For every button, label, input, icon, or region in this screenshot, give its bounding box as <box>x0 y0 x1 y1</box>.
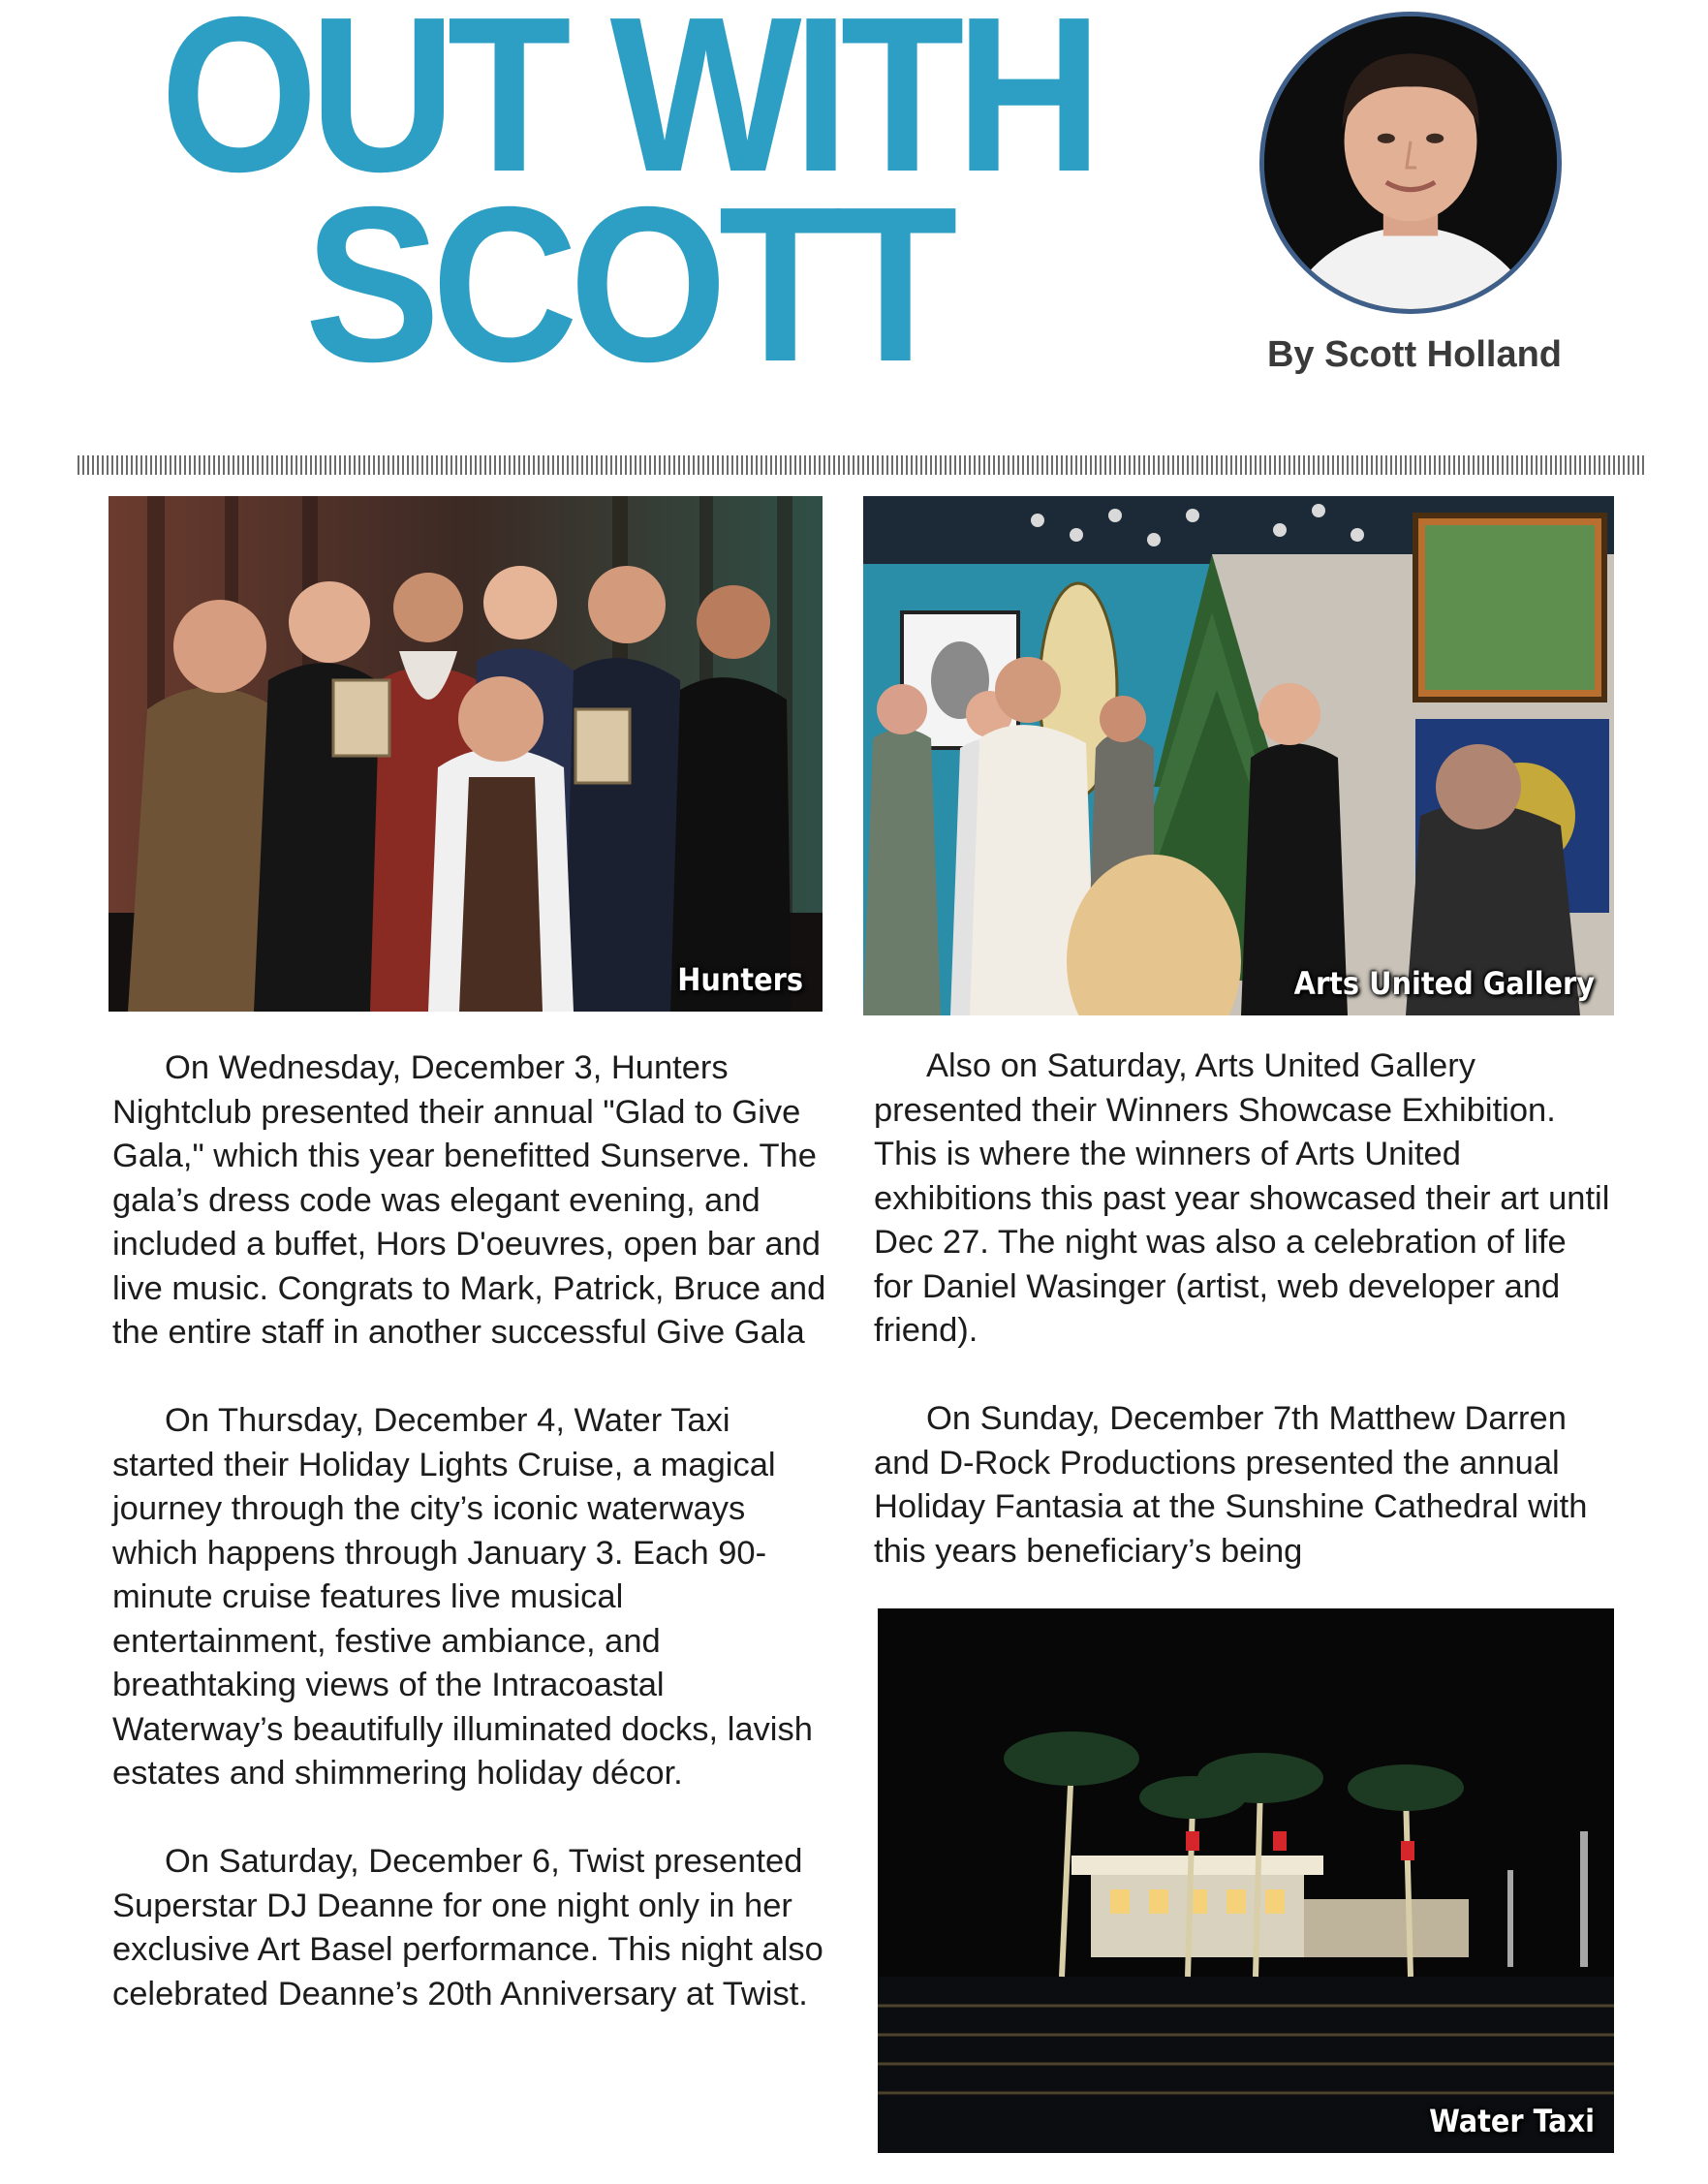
paragraph-twist-dj-deanne: On Saturday, December 6, Twist presented Superstar DJ Deanne for one night only in her exclusive Art Basel performance. This night also celebrated Deanne’s 20th Anniversary at Twist. <box>112 1843 823 2012</box>
gallery-photo-illustration <box>863 496 1614 1015</box>
photo-caption-water-taxi: Water Taxi <box>1429 2103 1595 2139</box>
author-portrait <box>1259 12 1562 314</box>
water-taxi-photo-illustration <box>878 1608 1614 2153</box>
author-portrait-illustration <box>1264 16 1557 309</box>
section-divider <box>78 455 1647 475</box>
photo-hunters <box>109 496 823 1012</box>
photo-caption-arts-united-gallery: Arts United Gallery <box>1293 965 1595 1002</box>
photo-water-taxi <box>878 1608 1614 2153</box>
paragraph-hunters-gala: On Wednesday, December 3, Hunters Nightclub presented their annual "Glad to Give Gala," which this year benefitted Sunserve. The gala’s dress code was elegant evening, and included a buffet, Hors D'oeuvres, open bar and live music. Congrats to Mark, Patrick, Bruce and the entire staff in another successful Give Gala <box>112 1049 826 1351</box>
byline: By Scott Holland <box>1266 334 1563 375</box>
article-column-right <box>874 1045 1610 1618</box>
paragraph-water-taxi-cruise: On Thursday, December 4, Water Taxi started their Holiday Lights Cruise, a magical journey through the city’s iconic waterways which happens through January 3. Each 90-minute cruise features live musical entertainment, festive ambiance, and breathtaking views of the Intracoastal Waterway’s beautifully illuminated docks, lavish estates and shimmering holiday décor. <box>112 1402 813 1792</box>
photo-caption-hunters: Hunters <box>677 961 803 998</box>
masthead <box>0 0 1708 446</box>
paragraph-holiday-fantasia: On Sunday, December 7th Matthew Darren and D-Rock Productions presented the annual Holiday Fantasia at the Sunshine Cathedral with this years beneficiary’s being <box>874 1400 1588 1570</box>
column-title <box>114 0 1139 408</box>
hunters-photo-illustration <box>109 496 823 1012</box>
article-column-left <box>112 1046 829 2061</box>
photo-arts-united-gallery <box>863 496 1614 1015</box>
paragraph-arts-united-showcase: Also on Saturday, Arts United Gallery presented their Winners Showcase Exhibition. This is where the winners of Arts United exhibitions this past year showcased their art until Dec 27. The night was also a celebration of life for Daniel Wasinger (artist, web developer and friend). <box>874 1047 1610 1349</box>
title-line-1: OUT WITH <box>160 0 1094 218</box>
title-line-2: SCOTT <box>304 162 949 408</box>
